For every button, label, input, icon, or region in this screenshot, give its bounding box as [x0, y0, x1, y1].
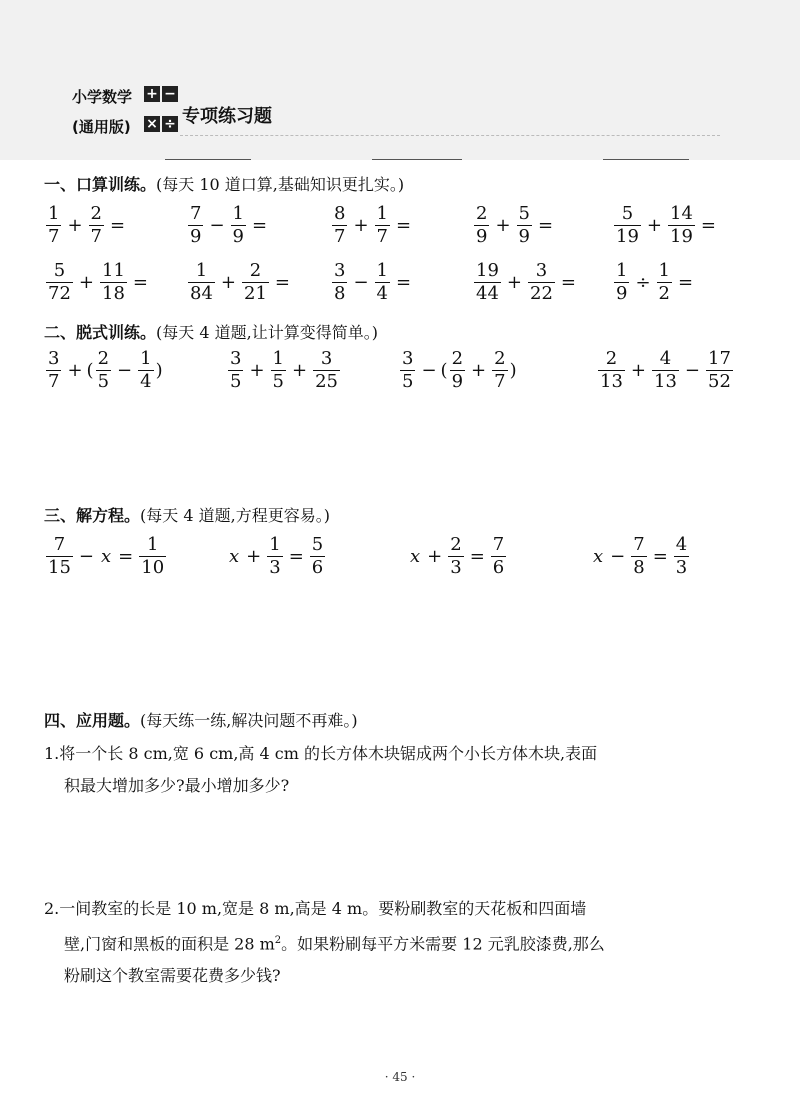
numerator: 19 [476, 260, 499, 281]
problem-line [44, 925, 764, 960]
numerator: 2 [494, 348, 506, 369]
numerator: 7 [492, 534, 505, 555]
denominator: 8 [334, 283, 346, 304]
denominator: 9 [476, 226, 488, 247]
denominator: 4 [376, 283, 388, 304]
operator: + [630, 360, 646, 381]
series-name: 小学数学 [72, 88, 133, 106]
operator: + [78, 272, 94, 293]
variable-x: x [101, 546, 112, 567]
denominator: 9 [616, 283, 628, 304]
problem-line: 2.一间教室的长是 10 m,宽是 8 m,高是 4 m。要粉刷教室的天花板和四面墙 [44, 899, 587, 918]
numerator: 1 [658, 260, 670, 281]
denominator: 3 [675, 557, 688, 578]
oral-q4 [472, 205, 557, 246]
fraction [400, 350, 415, 391]
oral-q1 [44, 205, 129, 246]
numerator: 1 [195, 260, 208, 281]
fraction [46, 350, 61, 391]
denominator: 44 [476, 283, 499, 304]
oral-q3 [330, 205, 415, 246]
fraction [228, 350, 243, 391]
fraction [614, 205, 641, 246]
numerator: 14 [670, 203, 693, 224]
numerator: 7 [53, 534, 66, 555]
fraction [528, 262, 555, 303]
denominator: 25 [315, 371, 338, 392]
denominator: 4 [140, 371, 152, 392]
denominator: 5 [230, 371, 242, 392]
oral-q6 [44, 262, 152, 303]
paren: ( [86, 360, 94, 381]
operator: − [684, 360, 700, 381]
fraction [100, 262, 127, 303]
fraction [657, 262, 672, 303]
book-title: 专项练习题 [182, 106, 272, 127]
fraction [46, 205, 61, 246]
fraction [375, 205, 390, 246]
fraction [474, 262, 501, 303]
numerator: 1 [376, 203, 388, 224]
denominator: 7 [90, 226, 102, 247]
denominator: 6 [311, 557, 324, 578]
numerator: 2 [476, 203, 488, 224]
operator: + [292, 360, 308, 381]
header-divider [180, 135, 720, 136]
fraction [492, 350, 507, 391]
numerator: 1 [48, 203, 60, 224]
oral-q7 [186, 262, 294, 303]
equals: = [396, 215, 412, 236]
numerator: 1 [140, 348, 152, 369]
oral-q9 [472, 262, 580, 303]
equals: = [274, 272, 290, 293]
section-equation-title [44, 503, 330, 526]
denominator: 3 [450, 557, 462, 578]
superscript: 2 [274, 935, 282, 946]
numerator: 2 [451, 348, 464, 369]
operator: − [117, 360, 133, 381]
numerator: 1 [616, 260, 628, 281]
minus-icon: − [162, 86, 178, 102]
equals: = [652, 546, 668, 567]
fraction [614, 262, 629, 303]
operator: − [353, 272, 369, 293]
numerator: 3 [334, 260, 346, 281]
numerator: 2 [97, 348, 110, 369]
numerator: 8 [334, 203, 346, 224]
book-brand [72, 84, 272, 146]
fraction [46, 262, 73, 303]
operator: + [471, 360, 487, 381]
operator-icons [144, 84, 180, 144]
fraction [448, 536, 463, 577]
fraction [188, 262, 215, 303]
operator: + [506, 272, 522, 293]
fraction [267, 536, 282, 577]
equation-2 [226, 536, 327, 577]
section-hint: (每天 4 道题,让计算变得简单。) [156, 323, 378, 342]
series-edition: (通用版) [72, 118, 131, 136]
denominator: 9 [190, 226, 202, 247]
section-label: 一、口算训练。 [44, 175, 157, 194]
denominator: 72 [48, 283, 71, 304]
operator: + [220, 272, 236, 293]
oral-q5 [612, 205, 720, 246]
operator: + [427, 546, 443, 567]
numerator: 5 [53, 260, 66, 281]
stepwise-q4 [596, 350, 735, 391]
numerator: 17 [708, 348, 731, 369]
numerator: 1 [146, 534, 159, 555]
numerator: 3 [535, 260, 548, 281]
section-oral-title [44, 172, 404, 195]
fraction [491, 536, 506, 577]
section-hint: (每天 4 道题,方程更容易。) [140, 506, 330, 525]
fraction [271, 350, 286, 391]
equals: = [469, 546, 485, 567]
section-hint: (每天 10 道口算,基础知识更扎实。) [156, 175, 405, 194]
numerator: 7 [633, 534, 645, 555]
denominator: 18 [102, 283, 125, 304]
word-problem-1 [44, 738, 764, 802]
fraction [139, 536, 166, 577]
denominator: 19 [670, 226, 693, 247]
numerator: 5 [518, 203, 530, 224]
fraction [598, 350, 625, 391]
denominator: 21 [244, 283, 267, 304]
numerator: 2 [605, 348, 618, 369]
section-word-title [44, 708, 358, 731]
operator: + [353, 215, 369, 236]
equals: = [252, 215, 268, 236]
equals: = [678, 272, 694, 293]
problem-line: 1.将一个长 8 cm,宽 6 cm,高 4 cm 的长方体木块锯成两个小长方体木块,表面 [44, 744, 598, 763]
denominator: 7 [376, 226, 388, 247]
denominator: 5 [402, 371, 414, 392]
stepwise-q2 [226, 350, 342, 391]
fraction [332, 262, 347, 303]
denominator: 13 [600, 371, 623, 392]
divide-icon: ÷ [162, 116, 178, 132]
oral-q2 [186, 205, 271, 246]
paren: ) [509, 360, 517, 381]
operator: − [78, 546, 94, 567]
equation-3 [407, 536, 508, 577]
fraction [375, 262, 390, 303]
equals: = [700, 215, 716, 236]
equals: = [110, 215, 126, 236]
denominator: 6 [492, 557, 505, 578]
oral-q10 [612, 262, 697, 303]
section-label: 四、应用题。 [44, 711, 141, 730]
numerator: 3 [320, 348, 333, 369]
equation-4 [590, 536, 691, 577]
denominator: 52 [708, 371, 731, 392]
paren: ) [155, 360, 163, 381]
operator: + [249, 360, 265, 381]
section-label: 三、解方程。 [44, 506, 141, 525]
fraction [450, 350, 465, 391]
numerator: 4 [675, 534, 688, 555]
variable-x: x [229, 546, 240, 567]
fraction [188, 205, 203, 246]
denominator: 7 [48, 371, 60, 392]
fraction [332, 205, 347, 246]
fraction [313, 350, 340, 391]
denominator: 22 [530, 283, 553, 304]
equals: = [538, 215, 554, 236]
fraction [474, 205, 489, 246]
denominator: 8 [633, 557, 645, 578]
fraction [46, 536, 73, 577]
operator: + [246, 546, 262, 567]
operator: − [610, 546, 626, 567]
numerator: 4 [659, 348, 672, 369]
numerator: 2 [90, 203, 102, 224]
numerator: 11 [102, 260, 125, 281]
name-blank [372, 159, 462, 160]
page-number: · 45 · [384, 1070, 416, 1084]
denominator: 84 [190, 283, 213, 304]
stepwise-q3 [398, 350, 517, 391]
denominator: 2 [658, 283, 670, 304]
equals: = [288, 546, 304, 567]
paren: ( [440, 360, 448, 381]
score-blank [603, 159, 689, 160]
denominator: 9 [451, 371, 464, 392]
denominator: 7 [48, 226, 60, 247]
equals: = [118, 546, 134, 567]
equals: = [396, 272, 412, 293]
problem-line: 积最大增加多少?最小增加多少? [64, 776, 290, 795]
denominator: 15 [48, 557, 71, 578]
equals: = [132, 272, 148, 293]
problem-text: 。如果粉刷每平方米需要 12 元乳胶漆费,那么 [281, 934, 605, 954]
operator: + [646, 215, 662, 236]
denominator: 9 [232, 226, 244, 247]
denominator: 5 [97, 371, 110, 392]
numerator: 3 [402, 348, 414, 369]
fraction [231, 205, 246, 246]
fraction [652, 350, 679, 391]
numerator: 5 [621, 203, 634, 224]
operator: ÷ [635, 272, 651, 293]
denominator: 19 [616, 226, 639, 247]
times-icon: × [144, 116, 160, 132]
section-label: 二、脱式训练。 [44, 323, 157, 342]
problem-text: 壁,门窗和黑板的面积是 28 m [64, 934, 275, 954]
fraction [242, 262, 269, 303]
section-stepwise-title [44, 320, 378, 343]
stepwise-q1 [44, 350, 163, 391]
denominator: 9 [518, 226, 530, 247]
word-problem-2 [44, 893, 764, 992]
fraction [668, 205, 695, 246]
fraction [138, 350, 153, 391]
fraction [89, 205, 104, 246]
numerator: 5 [311, 534, 324, 555]
operator: + [67, 215, 83, 236]
equals: = [560, 272, 576, 293]
numerator: 2 [450, 534, 462, 555]
numerator: 1 [232, 203, 244, 224]
denominator: 3 [269, 557, 281, 578]
fraction [631, 536, 646, 577]
numerator: 1 [376, 260, 388, 281]
fraction [310, 536, 325, 577]
denominator: 13 [654, 371, 677, 392]
date-blank [165, 159, 251, 160]
variable-x: x [593, 546, 604, 567]
denominator: 10 [141, 557, 165, 578]
operator: − [209, 215, 225, 236]
fraction [706, 350, 733, 391]
numerator: 3 [230, 348, 242, 369]
section-hint: (每天练一练,解决问题不再难。) [140, 711, 358, 730]
plus-icon: + [144, 86, 160, 102]
numerator: 7 [190, 203, 202, 224]
operator: − [421, 360, 437, 381]
denominator: 7 [494, 371, 506, 392]
numerator: 3 [48, 348, 60, 369]
variable-x: x [410, 546, 421, 567]
denominator: 5 [272, 371, 284, 392]
numerator: 1 [272, 348, 284, 369]
fraction [96, 350, 111, 391]
operator: + [67, 360, 83, 381]
operator: + [495, 215, 511, 236]
numerator: 1 [269, 534, 281, 555]
equation-1 [44, 536, 168, 577]
numerator: 2 [249, 260, 262, 281]
problem-line: 粉刷这个教室需要花费多少钱? [64, 966, 281, 986]
denominator: 7 [334, 226, 346, 247]
fraction [517, 205, 532, 246]
fraction [674, 536, 689, 577]
oral-q8 [330, 262, 415, 303]
